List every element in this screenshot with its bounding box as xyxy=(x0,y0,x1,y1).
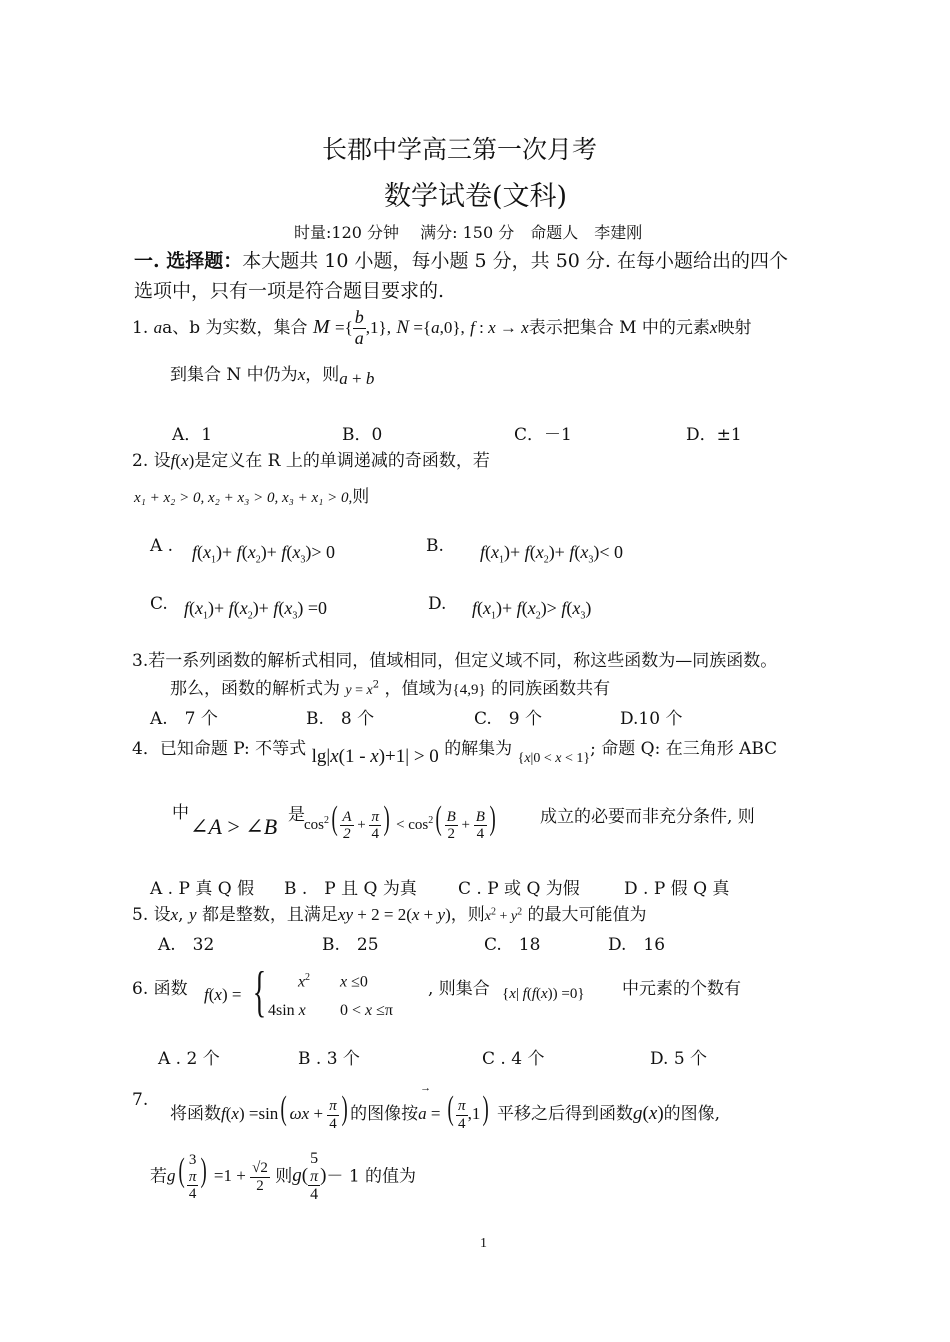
q6-set: {x| f(f(x)) =0} xyxy=(502,986,585,1002)
q2-option-d-label[interactable]: D. xyxy=(428,594,447,614)
q1-text-5: ，则 xyxy=(305,365,340,385)
q7-text-2: 将函数 xyxy=(170,1104,221,1124)
q4-text-3: ; 命题 Q: 在三角形 ABC xyxy=(590,739,778,759)
section-heading-line2: 选项中，只有一项是符合题目要求的. xyxy=(134,280,445,302)
q5-option-b[interactable]: B. 25 xyxy=(322,935,379,955)
q5-text-1: 5. 设 xyxy=(132,905,171,925)
q5-text-2: 都是整数，且满足 xyxy=(201,905,338,925)
q1-option-c[interactable]: C．－1 xyxy=(514,425,572,445)
q3-option-b[interactable]: B. 8 个 xyxy=(306,709,375,729)
exam-meta: 时量:120 分钟 满分: 150 分 命题人 李建刚 xyxy=(294,223,643,242)
q2-condition: x₁ + x₂ > 0, x₂ + x₃ > 0, x₃ + x₁ > 0, xyxy=(134,490,353,506)
q2-option-b-label[interactable]: B. xyxy=(426,536,444,556)
q7-number: 7. xyxy=(132,1090,149,1110)
q5-option-d[interactable]: D. 16 xyxy=(608,935,666,955)
exam-subtitle: 数学试卷(文科) xyxy=(384,181,568,212)
q2-option-a-label[interactable]: A . xyxy=(150,536,174,556)
q1-text-1: a、b 为实数，集合 xyxy=(162,317,308,338)
question-3: 3.若一系列函数的解析式相同，值域相同，但定义域不同，称这些函数为—同族函数。 xyxy=(132,651,778,671)
question-3-line2: 那么，函数的解析式为 $y = x^2$ ，值域为{4,9} 的同族函数共有 xyxy=(170,679,611,699)
q6-text-2: , 则集合 xyxy=(428,979,490,999)
q4-cos-inequality: $\cos^2$( $\frac{A}{2}$ + $\frac{\pi}{4}$ ) < $\cos^2$( $\frac{B}{2}$ + $\frac{B}{4}$ ) xyxy=(304,800,496,843)
q1-text-2: 表示把集合 M 中的元素 xyxy=(528,317,710,338)
q5-text-3: ，则 xyxy=(450,905,485,925)
q2-text-1: 设 xyxy=(153,451,171,471)
q4-text-1: 4．已知命题 P: 不等式 xyxy=(132,739,307,759)
q2-then: 则 xyxy=(352,487,370,507)
q2-text-2: 是定义在 R 上的单调递减的奇函数，若 xyxy=(194,451,490,471)
q7-text-5: 的图像, xyxy=(663,1104,721,1124)
section-heading-label: 一. 选择题： xyxy=(134,250,243,272)
q6-text-2-wrap xyxy=(428,974,490,999)
q7-text-8: － 1 的值为 xyxy=(326,1166,417,1187)
q2-option-a-formula: $f(x_1)+ f(x_2)+ f(x_3)> 0$ xyxy=(192,542,336,566)
q3-text-c: 的同族函数共有 xyxy=(491,679,611,699)
page-number: 1 xyxy=(480,1236,487,1251)
q1-number: 1. xyxy=(132,317,149,338)
q2-option-c-label[interactable]: C. xyxy=(150,594,168,614)
section-heading xyxy=(134,246,788,273)
q6-text-1: 6. 函数 xyxy=(132,979,188,999)
q7-text-6: 若 xyxy=(150,1166,167,1187)
q4-text-6: 成立的必要而非充分条件, 则 xyxy=(540,807,755,827)
question-7 xyxy=(132,1090,148,1110)
q1-option-d[interactable]: D．±1 xyxy=(686,425,742,445)
q6-option-d[interactable]: D. 5 个 xyxy=(650,1049,708,1069)
q4-text-6-wrap xyxy=(540,802,755,827)
question-7-line2: 若g( 3 π 4 ) =1 + $\frac{√2}{2}$ 则g( 5 π 4 )－ 1 的值为 xyxy=(150,1150,417,1204)
q7-text-3: 的图像按 xyxy=(350,1104,419,1124)
question-5: 5. 设x, y 都是整数，且满足xy + 2 = 2(x + y)，则$x^2 + y^2$ 的最大可能值为 xyxy=(132,905,647,925)
question-4-line2 xyxy=(172,798,189,823)
q4-option-a[interactable]: A . P 真 Q 假 xyxy=(150,879,255,899)
q2-condition-line xyxy=(134,482,369,507)
q3-text-b: ，值域为 xyxy=(384,679,453,699)
question-7-line1: 将函数f(x) =sin( ωx + $\frac{\pi}{4}$ ) 的图像按 → a = ( $\frac{\pi}{4}$ ,1) 平移之后得到函数g(x)的图像, xyxy=(170,1082,721,1132)
q5-option-c[interactable]: C. 18 xyxy=(484,935,541,955)
q6-piece-1: $x^2$ x ≤0 xyxy=(297,972,368,991)
question-2: 2. 设f(x)是定义在 R 上的单调递减的奇函数，若 xyxy=(132,451,490,471)
q1-text-4: 到集合 N 中仍为 xyxy=(170,365,298,385)
q6-option-b[interactable]: B . 3 个 xyxy=(298,1049,360,1069)
q4-option-d[interactable]: D . P 假 Q 真 xyxy=(624,879,730,899)
q4-text-2: 的解集为 xyxy=(444,739,513,759)
q2-option-d-formula: $f(x_1)+ f(x_2)> f(x_3)$ xyxy=(472,598,592,622)
q6-text-3: 中元素的个数有 xyxy=(622,979,741,999)
q7-text-7: 则 xyxy=(275,1166,293,1187)
q4-option-c[interactable]: C . P 或 Q 为假 xyxy=(458,879,580,899)
q2-number: 2. xyxy=(132,451,149,471)
question-6-label xyxy=(132,974,188,999)
q6-option-c[interactable]: C . 4 个 xyxy=(482,1049,545,1069)
question-1-line2: 到集合 N 中仍为x，则a + b xyxy=(170,365,375,388)
q6-piecewise: f(x) = { xyxy=(204,961,266,1023)
q1-option-a[interactable]: A．1 xyxy=(172,425,213,445)
q1-text-3: 映射 xyxy=(717,317,752,338)
q6-option-a[interactable]: A . 2 个 xyxy=(158,1049,220,1069)
q5-option-a[interactable]: A. 32 xyxy=(158,935,215,955)
q4-option-b[interactable]: B . P 且 Q 为真 xyxy=(284,879,417,899)
q6-piece-2: 4sin x 0 < x ≤π xyxy=(268,1002,393,1019)
q4-text-5: 是 xyxy=(288,805,305,825)
q3-text-a: 那么，函数的解析式为 xyxy=(170,679,340,699)
q6-text-3-wrap xyxy=(622,974,741,999)
q3-option-a[interactable]: A. 7 个 xyxy=(150,709,218,729)
q4-text-4: 中 xyxy=(172,803,189,823)
q2-option-c-formula: $f(x_1)+ f(x_2)+ f(x_3) =0$ xyxy=(184,598,328,622)
q4-text-5-wrap xyxy=(288,800,305,825)
q1-option-b[interactable]: B．0 xyxy=(342,425,383,445)
q3-option-c[interactable]: C. 9 个 xyxy=(474,709,543,729)
section-heading-text: 本大题共 10 小题，每小题 5 分，共 50 分. 在每小题给出的四个 xyxy=(242,250,788,272)
question-1: 1. aa、b 为实数，集合 M ={ $\frac{b}{a}$ ,1}, N ={a,0}, f : x → x表示把集合 M 中的元素x映射 xyxy=(132,307,752,348)
exam-title: 长郡中学高三第一次月考 xyxy=(322,135,598,164)
q7-text-4: 平移之后得到函数 xyxy=(497,1104,634,1124)
q2-option-b-formula: $f(x_1)+ f(x_2)+ f(x_3)< 0$ xyxy=(480,542,624,566)
q3-option-d[interactable]: D.10 个 xyxy=(620,709,683,729)
q5-text-4: 的最大可能值为 xyxy=(527,905,647,925)
question-4: 4．已知命题 P: 不等式 lg|x(1 - x)+1| > 0 的解集为 $_{\{x|0 < x < 1\}}$; 命题 Q: 在三角形 ABC xyxy=(132,739,778,767)
q4-angle-condition: ∠A > ∠B xyxy=(190,814,278,839)
